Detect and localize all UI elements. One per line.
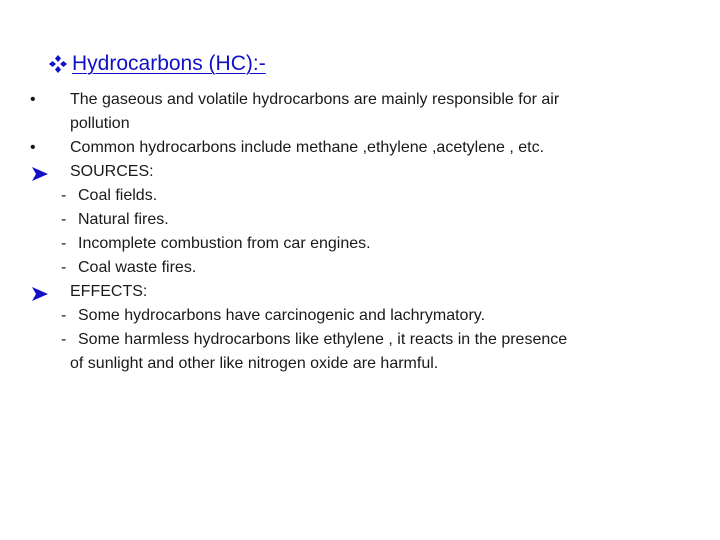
- bullet-text: pollution: [70, 115, 130, 132]
- arrow-bullet-icon: [32, 165, 48, 179]
- title-row: [48, 52, 266, 76]
- bullet-text: Common hydrocarbons include methane ,ethylene ,acetylene , etc.: [70, 139, 545, 156]
- bullet-text: The gaseous and volatile hydrocarbons are mainly responsible for air: [70, 91, 560, 108]
- sources-heading-row: [0, 160, 720, 184]
- list-item: [0, 136, 720, 160]
- content-body: [0, 88, 720, 376]
- list-item-continuation: [0, 112, 720, 136]
- effect-item: Some hydrocarbons have carcinogenic and lachrymatory.: [78, 307, 486, 324]
- list-item: [0, 208, 720, 232]
- list-item: [0, 184, 720, 208]
- dash-marker: -: [61, 259, 67, 276]
- list-item: [0, 328, 720, 352]
- dash-marker: -: [61, 187, 67, 204]
- list-item: [0, 304, 720, 328]
- dash-marker: -: [61, 211, 67, 228]
- dash-marker: -: [61, 235, 67, 252]
- effect-item: Some harmless hydrocarbons like ethylene , it reacts in the presence: [78, 331, 568, 348]
- dash-marker: -: [61, 331, 67, 348]
- list-item: [0, 256, 720, 280]
- list-item: [0, 88, 720, 112]
- list-item: [0, 232, 720, 256]
- list-item-continuation: [0, 352, 720, 376]
- effects-heading-row: [0, 280, 720, 304]
- arrow-bullet-icon: [32, 285, 48, 299]
- bullet-marker: •: [30, 91, 36, 108]
- page-title: Hydrocarbons (HC):-: [72, 52, 266, 75]
- diamond-cluster-bullet-icon: [48, 54, 68, 74]
- sources-heading: SOURCES:: [70, 163, 154, 180]
- source-item: Coal fields.: [78, 187, 158, 204]
- source-item: Incomplete combustion from car engines.: [78, 235, 371, 252]
- dash-marker: -: [61, 307, 67, 324]
- effects-heading: EFFECTS:: [70, 283, 148, 300]
- bullet-marker: •: [30, 139, 36, 156]
- source-item: Natural fires.: [78, 211, 169, 228]
- effect-item: of sunlight and other like nitrogen oxide are harmful.: [70, 355, 439, 372]
- source-item: Coal waste fires.: [78, 259, 197, 276]
